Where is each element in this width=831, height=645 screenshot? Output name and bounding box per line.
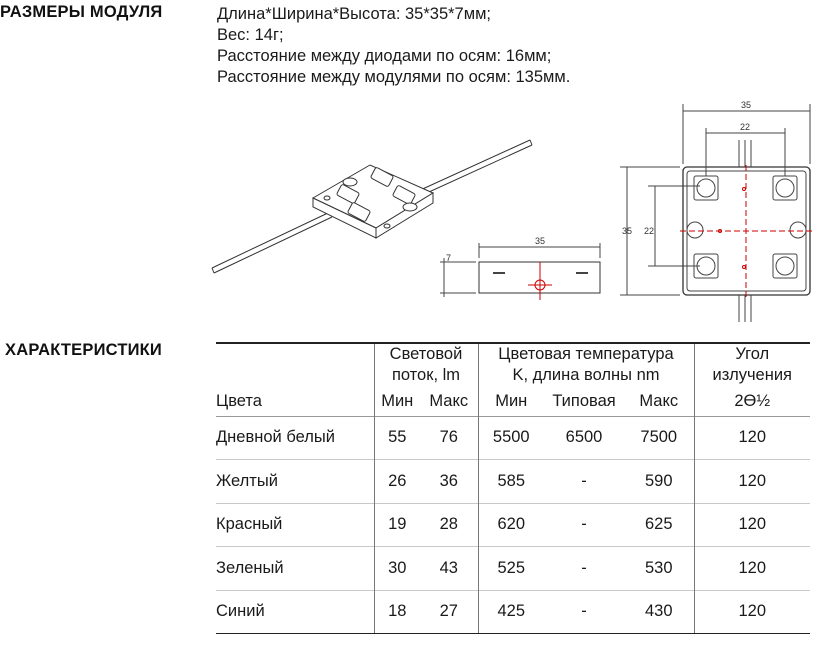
side-height-label: 7 [446,253,452,263]
row-flux-max: 27 [420,590,478,634]
row-angle: 120 [694,547,810,591]
header-flux-max: Макс [429,391,469,410]
section-title-characteristics: ХАРАКТЕРИСТИКИ [5,341,162,359]
row-temp-min: 5500 [478,416,544,460]
row-temp-typ: - [544,547,624,591]
header-temp-line2: K, длина волны nm [478,365,694,386]
table-row [216,590,810,634]
side-width-label: 35 [534,236,546,246]
row-temp-min: 620 [478,503,544,547]
spec-diode-pitch: Расстояние между диодами по осям: 16мм; [217,47,552,65]
table-row [216,547,810,591]
header-temp-typ: Типовая [552,391,616,410]
header-temp-line1: Цветовая температура [478,343,694,365]
row-color-name: Синий [216,590,374,634]
row-temp-min: 525 [478,547,544,591]
row-angle: 120 [694,416,810,460]
top-width-inner-label: 22 [739,122,751,132]
section-title-module-size: РАЗМЕРЫ МОДУЛЯ [0,3,163,21]
row-temp-typ: - [544,460,624,504]
module-3d-illustration [212,140,532,273]
header-temp-max: Макс [639,391,679,410]
row-temp-max: 530 [624,547,694,591]
row-angle: 120 [694,460,810,504]
header-flux-line1: Световой [374,343,478,365]
row-temp-max: 625 [624,503,694,547]
header-flux-min: Мин [374,386,420,416]
row-angle: 120 [694,590,810,634]
row-flux-max: 28 [420,503,478,547]
row-flux-max: 76 [420,416,478,460]
row-temp-typ: 6500 [544,416,624,460]
header-colors: Цвета [216,391,262,410]
characteristics-table [216,342,810,634]
row-temp-typ: - [544,503,624,547]
row-temp-min: 585 [478,460,544,504]
row-color-name: Дневной белый [216,416,374,460]
spec-dimensions: Длина*Ширина*Высота: 35*35*7мм; [217,5,491,23]
row-flux-max: 36 [420,460,478,504]
row-temp-max: 590 [624,460,694,504]
top-width-outer-label: 35 [740,100,752,110]
header-angle-line2: излучения [694,365,810,386]
table-header-row-2 [216,365,810,386]
row-flux-min: 26 [374,460,420,504]
top-height-inner-label: 22 [644,226,655,236]
header-angle-line3: 2ϴ½ [694,386,810,416]
header-angle-line1: Угол [694,343,810,365]
table-row [216,416,810,460]
row-color-name: Желтый [216,460,374,504]
row-flux-min: 30 [374,547,420,591]
row-color-name: Красный [216,503,374,547]
module-side-view [440,243,600,300]
row-temp-max: 7500 [624,416,694,460]
spec-module-pitch: Расстояние между модулями по осям: 135мм. [217,68,571,86]
spec-weight: Вес: 14г; [217,26,284,44]
header-temp-min: Мин [478,386,544,416]
table-header-row-1 [216,343,810,365]
top-height-outer-label: 35 [622,226,633,236]
table-header-row-3 [216,386,810,416]
row-flux-max: 43 [420,547,478,591]
row-temp-typ: - [544,590,624,634]
header-flux-line2: поток, lm [374,365,478,386]
row-color-name: Зеленый [216,547,374,591]
module-top-view [620,104,813,322]
row-temp-max: 430 [624,590,694,634]
row-angle: 120 [694,503,810,547]
table-row [216,503,810,547]
row-flux-min: 55 [374,416,420,460]
row-flux-min: 18 [374,590,420,634]
row-temp-min: 425 [478,590,544,634]
row-flux-min: 19 [374,503,420,547]
table-row [216,460,810,504]
